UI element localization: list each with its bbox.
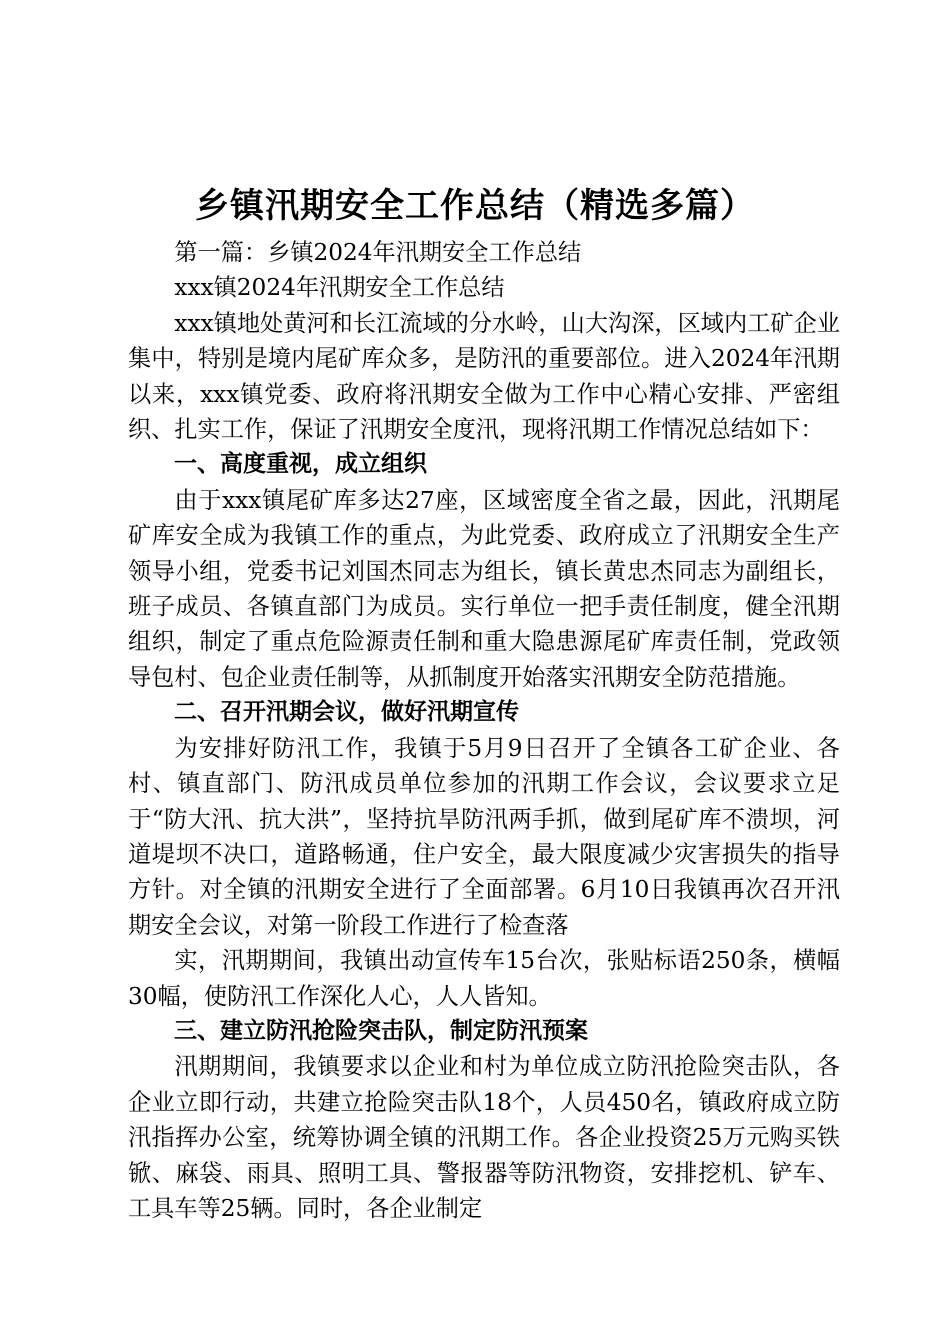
document-body [128, 235, 840, 1226]
section-3-paragraph: 汛期期间，我镇要求以企业和村为单位成立防汛抢险突击队，各企业立即行动，共建立抢险突击队18个，人员450名，镇政府成立防汛指挥办公室，统筹协调全镇的汛期工作。各企业投资25万元购买铁锨、麻袋、雨具、照明工具、警报器等防汛物资，安排挖机、铲车、工具车等25辆。同时，各企业制定 [128, 1053, 840, 1222]
section-1-paragraph: 由于xxx镇尾矿库多达27座，区域密度全省之最，因此，汛期尾矿库安全成为我镇工作的重点，为此党委、政府成立了汛期安全生产领导小组，党委书记刘国杰同志为组长，镇长黄忠杰同志为副组长，班子成员、各镇直部门为成员。实行单位一把手责任制度，健全汛期组织，制定了重点危险源责任制和重大隐患源尾矿库责任制，党政领导包村、包企业责任制等，从抓制度开始落实汛期安全防范措施。 [128, 486, 840, 691]
section-2-paragraph-continued: 实，汛期期间，我镇出动宣传车15台次，张贴标语250条，横幅30幅，使防汛工作深化人心，人人皆知。 [128, 947, 840, 1010]
section-1-heading: 一、高度重视，成立组织 [174, 451, 427, 478]
subtitle-report-name: xxx镇2024年汛期安全工作总结 [174, 274, 505, 302]
document-title: 乡镇汛期安全工作总结（精选多篇） [195, 186, 755, 226]
section-2-paragraph: 为安排好防汛工作，我镇于5月9日召开了全镇各工矿企业、各村、镇直部门、防汛成员单位参加的汛期工作会议，会议要求立足于“防大汛、抗大洪”，坚持抗旱防汛两手抓，做到尾矿库不溃坝，河道堤坝不决口，道路畅通，住户安全，最大限度减少灾害损失的指导方针。对全镇的汛期安全进行了全面部署。6月10日我镇再次召开汛期安全会议，对第一阶段工作进行了检查落 [128, 734, 840, 939]
intro-paragraph: xxx镇地处黄河和长江流域的分水岭，山大沟深，区域内工矿企业集中，特别是境内尾矿库众多，是防汛的重要部位。进入2024年汛期以来，xxx镇党委、政府将汛期安全做为工作中心精心安排、严密组织、扎实工作，保证了汛期安全度汛，现将汛期工作情况总结如下： [128, 309, 840, 444]
section-2-heading: 二、召开汛期会议，做好汛期宣传 [174, 699, 519, 726]
section-3-heading: 三、建立防汛抢险突击队，制定防汛预案 [174, 1017, 588, 1044]
subtitle-article-one: 第一篇：乡镇2024年汛期安全工作总结 [174, 239, 582, 266]
